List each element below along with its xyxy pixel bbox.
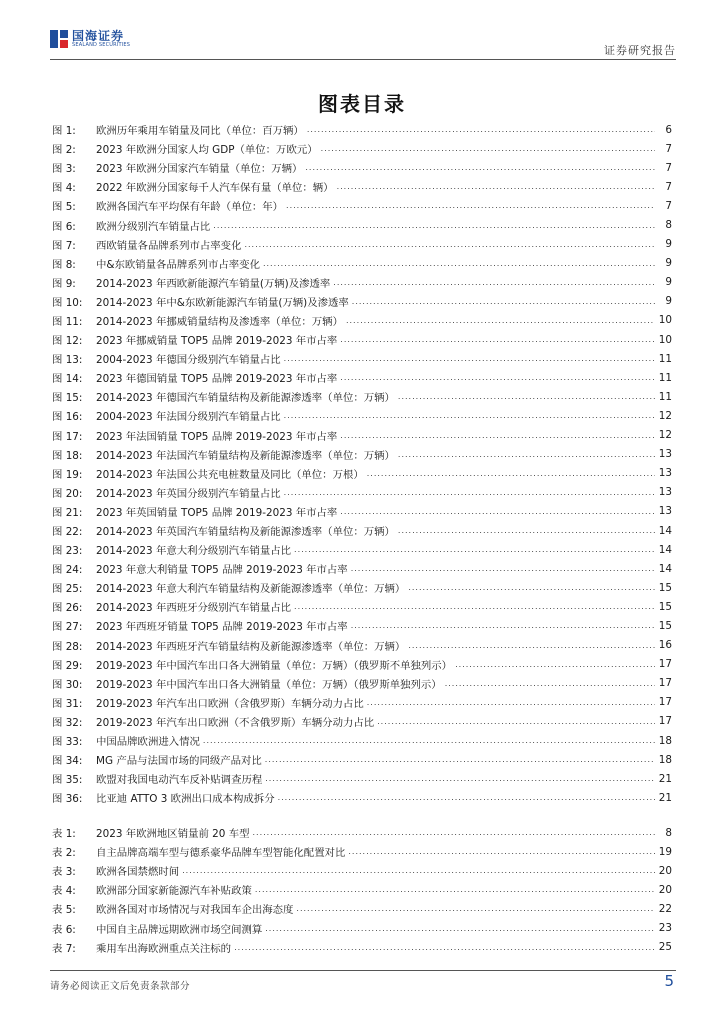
- entry-title: 2019-2023 年汽车出口欧洲（不含俄罗斯）车辆分动力占比: [96, 716, 375, 729]
- dot-leader: [367, 698, 655, 707]
- figure-entry[interactable]: [52, 597, 672, 616]
- entry-title: 中国自主品牌远期欧洲市场空间测算: [96, 923, 263, 936]
- figure-entry[interactable]: [52, 292, 672, 311]
- figure-entry[interactable]: [52, 349, 672, 368]
- entry-label: 图 17:: [52, 430, 83, 443]
- page-number: 5: [664, 972, 674, 990]
- entry-label: 图 26:: [52, 602, 83, 615]
- dot-leader: [340, 431, 655, 440]
- entry-title: MG 产品与法国市场的同级产品对比: [96, 755, 262, 768]
- entry-label: 图 22:: [52, 526, 83, 539]
- dot-leader: [455, 660, 655, 669]
- figure-entry[interactable]: [52, 616, 672, 635]
- entry-title: 2022 年欧洲分国家每千人汽车保有量（单位：辆）: [96, 182, 334, 195]
- footer-divider: [50, 970, 676, 971]
- entry-title: 西欧销量各品牌系列市占率变化: [96, 239, 242, 252]
- entry-label: 表 6:: [52, 923, 76, 936]
- entry-page: 14: [658, 524, 672, 537]
- dot-leader: [340, 507, 655, 516]
- dot-leader: [348, 847, 655, 856]
- entry-title: 欧洲各国禁燃时间: [96, 866, 180, 879]
- entry-page: 18: [658, 753, 672, 766]
- entry-title: 2014-2023 年法国汽车销量结构及新能源渗透率（单位：万辆）: [96, 449, 395, 462]
- entry-label: 图 9:: [52, 277, 76, 290]
- figure-entry[interactable]: [52, 788, 672, 807]
- figure-entry[interactable]: [52, 139, 672, 158]
- entry-title: 比亚迪 ATTO 3 欧洲出口成本构成拆分: [96, 793, 275, 806]
- entry-page: 15: [658, 619, 672, 632]
- figure-entry[interactable]: [52, 521, 672, 540]
- figure-entry[interactable]: [52, 693, 672, 712]
- dot-leader: [255, 885, 655, 894]
- entry-label: 图 16:: [52, 411, 83, 424]
- entry-page: 7: [665, 199, 672, 212]
- figure-entry[interactable]: [52, 712, 672, 731]
- entry-page: 7: [665, 180, 672, 193]
- entry-title: 2023 年英国销量 TOP5 品牌 2019-2023 年市占率: [96, 506, 338, 519]
- figure-entry[interactable]: [52, 235, 672, 254]
- entry-page: 18: [658, 734, 672, 747]
- entry-page: 8: [665, 219, 672, 232]
- entry-page: 11: [658, 390, 672, 403]
- entry-label: 表 7:: [52, 942, 76, 955]
- entry-label: 图 18:: [52, 449, 83, 462]
- entry-label: 图 8:: [52, 258, 76, 271]
- dot-leader: [408, 641, 655, 650]
- table-entry[interactable]: [52, 880, 672, 899]
- dot-leader: [321, 144, 655, 153]
- entry-title: 2023 年意大利销量 TOP5 品牌 2019-2023 年市占率: [96, 564, 348, 577]
- entry-page: 13: [658, 467, 672, 480]
- dot-leader: [398, 450, 655, 459]
- entry-label: 图 33:: [52, 736, 83, 749]
- figure-entry[interactable]: [52, 731, 672, 750]
- entry-page: 8: [665, 826, 672, 839]
- entry-title: 2023 年挪威销量 TOP5 品牌 2019-2023 年市占率: [96, 335, 338, 348]
- entry-page: 20: [658, 864, 672, 877]
- entry-label: 图 2:: [52, 144, 76, 157]
- entry-title: 2019-2023 年中国汽车出口各大洲销量（单位：万辆）（俄罗斯不单独列示）: [96, 659, 453, 672]
- entry-page: 14: [658, 543, 672, 556]
- table-entry[interactable]: [52, 842, 672, 861]
- entry-label: 图 12:: [52, 335, 83, 348]
- entry-page: 10: [658, 333, 672, 346]
- entry-label: 图 14:: [52, 373, 83, 386]
- entry-label: 图 15:: [52, 392, 83, 405]
- entry-page: 17: [658, 677, 672, 690]
- entry-title: 2023 年欧洲分国家人均 GDP（单位：万欧元）: [96, 144, 318, 157]
- entry-label: 图 27:: [52, 621, 83, 634]
- entry-label: 图 10:: [52, 296, 83, 309]
- entry-title: 乘用车出海欧洲重点关注标的: [96, 942, 232, 955]
- dot-leader: [265, 924, 655, 933]
- table-list: [52, 823, 672, 957]
- entry-page: 9: [665, 238, 672, 251]
- entry-page: 7: [665, 161, 672, 174]
- dot-leader: [377, 717, 655, 726]
- entry-label: 图 34:: [52, 755, 83, 768]
- entry-page: 13: [658, 486, 672, 499]
- entry-label: 图 23:: [52, 545, 83, 558]
- table-entry[interactable]: [52, 861, 672, 880]
- entry-label: 图 4:: [52, 182, 76, 195]
- entry-page: 20: [658, 883, 672, 896]
- entry-label: 图 3:: [52, 163, 76, 176]
- entry-title: 欧洲部分国家新能源汽车补贴政策: [96, 885, 252, 898]
- entry-label: 图 1:: [52, 125, 76, 138]
- figure-list: [52, 120, 672, 807]
- entry-label: 图 20:: [52, 487, 83, 500]
- figure-entry[interactable]: [52, 750, 672, 769]
- entry-label: 表 4:: [52, 885, 76, 898]
- dot-leader: [340, 335, 655, 344]
- entry-title: 2014-2023 年英国汽车销量结构及新能源渗透率（单位：万辆）: [96, 526, 395, 539]
- entry-title: 欧洲各国对市场情况与对我国车企出海态度: [96, 904, 294, 917]
- entry-title: 2014-2023 年西欧新能源汽车销量(万辆)及渗透率: [96, 277, 331, 290]
- table-entry[interactable]: [52, 823, 672, 842]
- logo-name-en: SEALAND SECURITIES: [72, 42, 131, 48]
- entry-title: 欧洲各国汽车平均保有年龄（单位：年）: [96, 201, 284, 214]
- entry-label: 图 24:: [52, 564, 83, 577]
- entry-title: 2014-2023 年意大利分级别汽车销量占比: [96, 545, 292, 558]
- dot-leader: [284, 488, 655, 497]
- entry-page: 14: [658, 562, 672, 575]
- entry-page: 10: [658, 314, 672, 327]
- figure-entry[interactable]: [52, 177, 672, 196]
- dot-leader: [203, 736, 655, 745]
- report-type: 证券研究报告: [604, 44, 676, 57]
- entry-label: 图 21:: [52, 506, 83, 519]
- entry-page: 6: [665, 123, 672, 136]
- entry-page: 17: [658, 658, 672, 671]
- entry-title: 2014-2023 年中&东欧新能源汽车销量(万辆)及渗透率: [96, 296, 349, 309]
- entry-title: 2014-2023 年法国公共充电桩数量及同比（单位：万根）: [96, 468, 364, 481]
- figure-entry[interactable]: [52, 426, 672, 445]
- figure-entry[interactable]: [52, 406, 672, 425]
- entry-label: 图 31:: [52, 697, 83, 710]
- entry-label: 图 13:: [52, 354, 83, 367]
- dot-leader: [265, 755, 655, 764]
- dot-leader: [263, 259, 655, 268]
- entry-label: 表 2:: [52, 847, 76, 860]
- figure-entry[interactable]: [52, 655, 672, 674]
- entry-page: 19: [658, 845, 672, 858]
- entry-title: 2023 年欧洲分国家汽车销量（单位：万辆）: [96, 163, 303, 176]
- entry-label: 图 6:: [52, 220, 76, 233]
- entry-page: 15: [658, 581, 672, 594]
- figure-entry[interactable]: [52, 254, 672, 273]
- dot-leader: [252, 828, 655, 837]
- figure-entry[interactable]: [52, 578, 672, 597]
- entry-page: 9: [665, 276, 672, 289]
- logo-name-cn: 国海证券: [72, 29, 125, 43]
- entry-page: 22: [658, 902, 672, 915]
- entry-page: 17: [658, 696, 672, 709]
- header-divider: [50, 59, 676, 60]
- dot-leader: [278, 793, 655, 802]
- page-header: [50, 28, 676, 58]
- figure-entry[interactable]: [52, 540, 672, 559]
- entry-title: 2014-2023 年挪威销量结构及渗透率（单位：万辆）: [96, 315, 343, 328]
- entry-page: 25: [658, 941, 672, 954]
- figure-entry[interactable]: [52, 215, 672, 234]
- entry-page: 17: [658, 715, 672, 728]
- entry-label: 图 7:: [52, 239, 76, 252]
- dot-leader: [296, 904, 655, 913]
- entry-label: 图 30:: [52, 678, 83, 691]
- entry-page: 21: [658, 772, 672, 785]
- dot-leader: [284, 354, 655, 363]
- entry-page: 15: [658, 600, 672, 613]
- entry-page: 12: [658, 409, 672, 422]
- entry-label: 图 29:: [52, 659, 83, 672]
- entry-title: 2014-2023 年德国汽车销量结构及新能源渗透率（单位：万辆）: [96, 392, 395, 405]
- figure-entry[interactable]: [52, 387, 672, 406]
- logo-mark-icon: [50, 30, 68, 48]
- figure-entry[interactable]: [52, 445, 672, 464]
- entry-label: 图 19:: [52, 468, 83, 481]
- disclaimer-note: 请务必阅读正文后免责条款部分: [50, 981, 191, 992]
- entry-title: 2023 年德国销量 TOP5 品牌 2019-2023 年市占率: [96, 373, 338, 386]
- figure-entry[interactable]: [52, 273, 672, 292]
- dot-leader: [367, 469, 655, 478]
- entry-page: 21: [658, 791, 672, 804]
- entry-page: 16: [658, 639, 672, 652]
- dot-leader: [346, 316, 655, 325]
- entry-title: 2014-2023 年西班牙汽车销量结构及新能源渗透率（单位：万辆）: [96, 640, 406, 653]
- company-logo: [50, 30, 130, 48]
- entry-label: 图 5:: [52, 201, 76, 214]
- entry-title: 2004-2023 年法国分级别汽车销量占比: [96, 411, 281, 424]
- table-entry[interactable]: [52, 899, 672, 918]
- entry-page: 9: [665, 295, 672, 308]
- entry-title: 2019-2023 年汽车出口欧洲（含俄罗斯）车辆分动力占比: [96, 697, 364, 710]
- figure-entry[interactable]: [52, 330, 672, 349]
- figure-entry[interactable]: [52, 158, 672, 177]
- entry-label: 图 11:: [52, 315, 83, 328]
- entry-label: 图 35:: [52, 774, 83, 787]
- entry-label: 表 5:: [52, 904, 76, 917]
- figure-entry[interactable]: [52, 368, 672, 387]
- dot-leader: [244, 240, 655, 249]
- dot-leader: [352, 297, 655, 306]
- entry-title: 2023 年西班牙销量 TOP5 品牌 2019-2023 年市占率: [96, 621, 348, 634]
- dot-leader: [340, 373, 655, 382]
- entry-label: 表 3:: [52, 866, 76, 879]
- dot-leader: [213, 221, 655, 230]
- entry-title: 自主品牌高端车型与德系豪华品牌车型智能化配置对比: [96, 847, 346, 860]
- dot-leader: [398, 392, 655, 401]
- entry-label: 表 1:: [52, 828, 76, 841]
- figure-entry[interactable]: [52, 464, 672, 483]
- page-title: 图表目录: [318, 92, 406, 116]
- figure-entry[interactable]: [52, 559, 672, 578]
- dot-leader: [294, 602, 655, 611]
- table-entry[interactable]: [52, 918, 672, 937]
- dot-leader: [337, 182, 655, 191]
- entry-page: 11: [658, 371, 672, 384]
- entry-label: 图 32:: [52, 716, 83, 729]
- dot-leader: [182, 866, 655, 875]
- entry-title: 2014-2023 年意大利汽车销量结构及新能源渗透率（单位：万辆）: [96, 583, 406, 596]
- figure-entry[interactable]: [52, 311, 672, 330]
- figure-entry[interactable]: [52, 196, 672, 215]
- entry-title: 欧洲分级别汽车销量占比: [96, 220, 211, 233]
- entry-title: 2014-2023 年西班牙分级别汽车销量占比: [96, 602, 292, 615]
- entry-page: 7: [665, 142, 672, 155]
- dot-leader: [307, 125, 655, 134]
- entry-label: 图 25:: [52, 583, 83, 596]
- entry-page: 11: [658, 352, 672, 365]
- dot-leader: [351, 621, 655, 630]
- entry-title: 欧洲历年乘用车销量及同比（单位：百万辆）: [96, 125, 304, 138]
- entry-title: 欧盟对我国电动汽车反补贴调查历程: [96, 774, 263, 787]
- entry-page: 23: [658, 922, 672, 935]
- figure-entry[interactable]: [52, 674, 672, 693]
- dot-leader: [305, 163, 655, 172]
- figure-entry[interactable]: [52, 502, 672, 521]
- dot-leader: [445, 679, 655, 688]
- dot-leader: [333, 278, 655, 287]
- entry-title: 2014-2023 年英国分级别汽车销量占比: [96, 487, 281, 500]
- figure-entry[interactable]: [52, 636, 672, 655]
- table-entry[interactable]: [52, 938, 672, 957]
- entry-title: 中国品牌欧洲进入情况: [96, 736, 200, 749]
- dot-leader: [265, 774, 655, 783]
- entry-title: 2019-2023 年中国汽车出口各大洲销量（单位：万辆）（俄罗斯单独列示）: [96, 678, 442, 691]
- entry-page: 12: [658, 429, 672, 442]
- dot-leader: [286, 201, 655, 210]
- entry-title: 2004-2023 年德国分级别汽车销量占比: [96, 354, 281, 367]
- figure-entry[interactable]: [52, 483, 672, 502]
- dot-leader: [294, 545, 655, 554]
- entry-page: 9: [665, 257, 672, 270]
- entry-page: 13: [658, 448, 672, 461]
- dot-leader: [234, 943, 655, 952]
- dot-leader: [284, 411, 655, 420]
- entry-label: 图 28:: [52, 640, 83, 653]
- entry-title: 中&东欧销量各品牌系列市占率变化: [96, 258, 260, 271]
- entry-page: 13: [658, 505, 672, 518]
- dot-leader: [408, 583, 655, 592]
- dot-leader: [398, 526, 655, 535]
- entry-title: 2023 年法国销量 TOP5 品牌 2019-2023 年市占率: [96, 430, 338, 443]
- entry-label: 图 36:: [52, 793, 83, 806]
- figure-entry[interactable]: [52, 769, 672, 788]
- dot-leader: [351, 564, 655, 573]
- entry-title: 2023 年欧洲地区销量前 20 车型: [96, 828, 250, 841]
- figure-entry[interactable]: [52, 120, 672, 139]
